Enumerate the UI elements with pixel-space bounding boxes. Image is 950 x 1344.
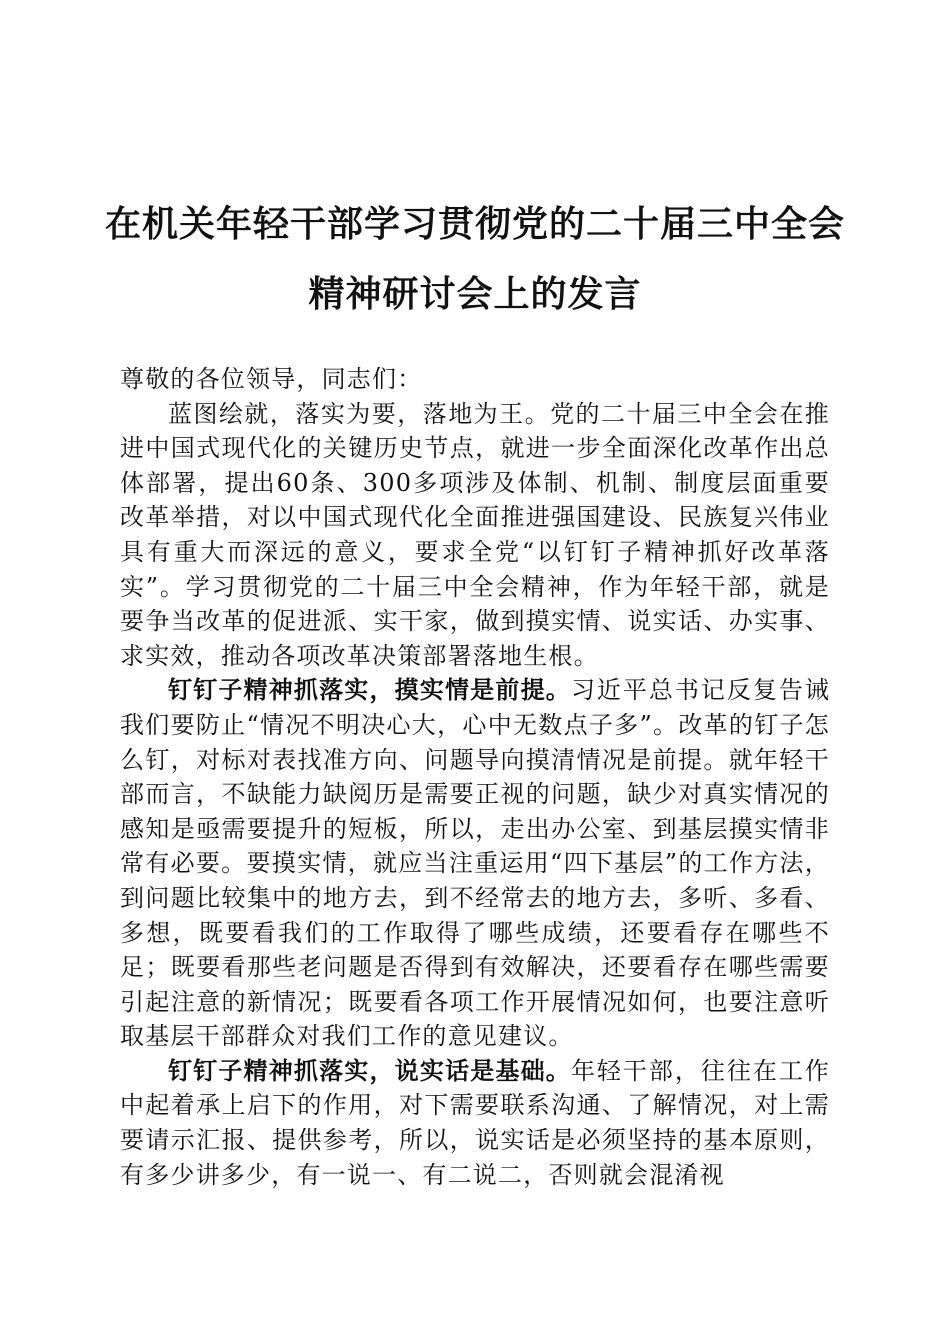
document-title-line-2: 精神研讨会上的发言 [308,273,642,315]
document-title-line-1: 在机关年轻干部学习贯彻党的二十届三中全会 [104,203,845,245]
paragraph-seek-truth-heading: 钉钉子精神抓落实，摸实情是前提。 [168,676,571,705]
paragraph-seek-truth [120,673,830,1054]
paragraph-intro [120,397,830,674]
paragraph-speak-truth-text: 年轻干部，往往在工作中起着承上启下的作用，对下需要联系沟通、了解情况，对上需要请示汇报、提供参考，所以，说实话是必须坚持的基本原则，有多少讲多少，有一说一、有二说二，否则就会混淆视 [120,1056,831,1189]
paragraph-speak-truth [120,1054,830,1192]
paragraph-speak-truth-heading: 钉钉子精神抓落实，说实话是基础。 [168,1056,571,1085]
document-body [120,362,830,1192]
salutation: 尊敬的各位领导，同志们： [120,365,423,393]
paragraph-intro-text: 蓝图绘就，落实为要，落地为王。党的二十届三中全会在推进中国式现代化的关键历史节点，就进一步全面深化改革作出总体部署，提出60条、300多项涉及体制、机制、制度层面重要改革举措，对以中国式现代化全面推进强国建设、民族复兴伟业具有重大而深远的意义，要求全党“以钉钉子精神抓好改革落实”。学习贯彻党的二十届三中全会精神，作为年轻干部，就是要争当改革的促进派、实干家，做到摸实情、说实话、办实事、求实效，推动各项改革决策部署落地生根。 [120,399,830,670]
paragraph-seek-truth-text: 习近平总书记反复告诫我们要防止“情况不明决心大，心中无数点子多”。改革的钉子怎么钉，对标对表找准方向、问题导向摸清情况是前提。就年轻干部而言，不缺能力缺阅历是需要正视的问题，缺少对真实情况的感知是亟需要提升的短板，所以，走出办公室、到基层摸实情非常有必要。要摸实情，就应当注重运用“四下基层”的工作方法，到问题比较集中的地方去，到不经常去的地方去，多听、多看、多想，既要看我们的工作取得了哪些成绩，还要看存在哪些不足；既要看那些老问题是否得到有效解决，还要看存在哪些需要引起注意的新情况；既要看各项工作开展情况如何，也要注意听取基层干部群众对我们工作的意见建议。 [120,676,831,1051]
